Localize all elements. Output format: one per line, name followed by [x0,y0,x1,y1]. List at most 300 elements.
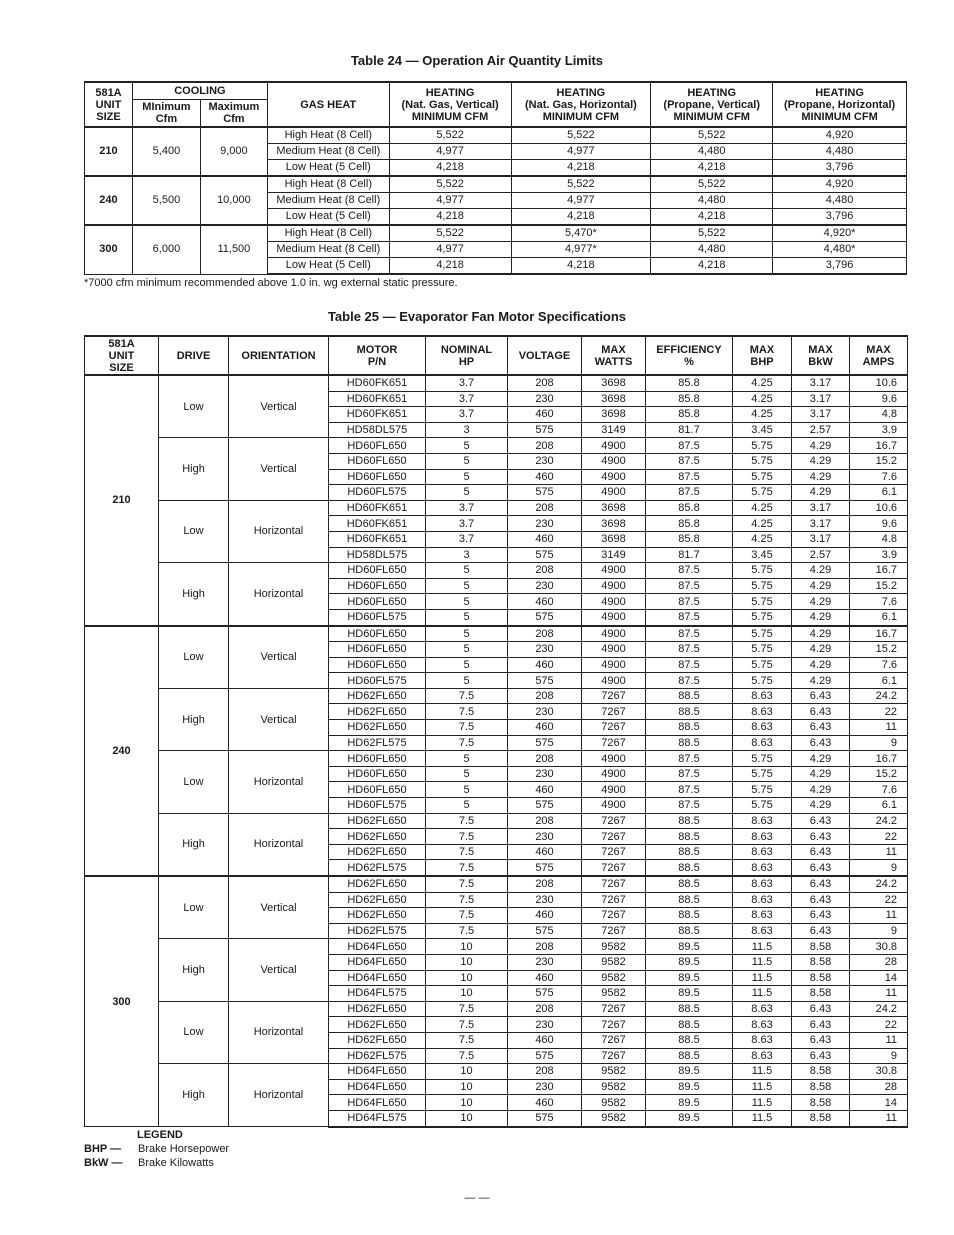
header-heating: HEATING (Nat. Gas, Horizontal) MINIMUM CFM [511,82,651,127]
max-watts-cell: 9582 [582,939,646,955]
motor-pn-cell: HD64FL650 [329,954,426,970]
voltage-cell: 208 [508,813,582,829]
efficiency-cell: 87.5 [646,594,733,610]
voltage-cell: 575 [508,547,582,563]
max-cfm-cell: 10,000 [200,176,267,225]
nominal-hp-cell: 10 [426,954,508,970]
max-watts-cell: 7267 [582,1001,646,1017]
header-row [85,82,907,100]
motor-pn-cell: HD62FL575 [329,923,426,939]
motor-pn-cell: HD60FL650 [329,782,426,798]
heating-cfm-cell: 5,522 [389,176,511,193]
voltage-cell: 460 [508,1032,582,1048]
max-amps-cell: 11 [850,844,908,860]
heating-cfm-cell: 5,522 [511,176,651,193]
max-bkw-cell: 8.58 [792,986,850,1002]
nominal-hp-cell: 10 [426,939,508,955]
motor-pn-cell: HD60FL650 [329,563,426,579]
max-amps-cell: 24.2 [850,688,908,704]
max-watts-cell: 7267 [582,735,646,751]
drive-cell: High [159,939,229,1001]
efficiency-cell: 88.5 [646,813,733,829]
nominal-hp-cell: 5 [426,594,508,610]
motor-pn-cell: HD58DL575 [329,422,426,438]
efficiency-cell: 88.5 [646,720,733,736]
gas-heat-cell: Medium Heat (8 Cell) [267,193,389,209]
voltage-cell: 460 [508,908,582,924]
efficiency-cell: 88.5 [646,908,733,924]
max-bkw-cell: 4.29 [792,609,850,625]
efficiency-cell: 88.5 [646,923,733,939]
voltage-cell: 230 [508,453,582,469]
max-bhp-cell: 8.63 [733,813,792,829]
max-bkw-cell: 6.43 [792,1001,850,1017]
motor-pn-cell: HD60FL650 [329,578,426,594]
header-gas-heat: GAS HEAT [267,82,389,127]
max-bkw-cell: 4.29 [792,766,850,782]
drive-cell: Low [159,500,229,562]
unit-size-cell: 240 [85,176,133,225]
max-amps-cell: 9.6 [850,391,908,407]
max-bkw-cell: 3.17 [792,391,850,407]
unit-size-cell: 300 [85,225,133,274]
max-watts-cell: 7267 [582,829,646,845]
max-watts-cell: 3698 [582,391,646,407]
table-row [85,375,908,391]
max-bkw-cell: 4.29 [792,751,850,767]
max-bhp-cell: 8.63 [733,876,792,892]
motor-pn-cell: HD60FL650 [329,642,426,658]
max-amps-cell: 15.2 [850,642,908,658]
max-watts-cell: 7267 [582,923,646,939]
gas-heat-cell: High Heat (8 Cell) [267,127,389,144]
motor-pn-cell: HD62FL650 [329,1001,426,1017]
max-amps-cell: 24.2 [850,1001,908,1017]
max-bkw-cell: 3.17 [792,516,850,532]
efficiency-cell: 87.5 [646,609,733,625]
heating-cfm-cell: 4,977 [389,193,511,209]
heating-cfm-cell: 4,218 [389,209,511,226]
orientation-cell: Horizontal [229,751,329,813]
heating-cfm-cell: 4,218 [389,160,511,177]
max-bhp-cell: 4.25 [733,407,792,423]
legend-key: BkW — [84,1157,123,1169]
max-bhp-cell: 8.63 [733,1032,792,1048]
max-bhp-cell: 5.75 [733,563,792,579]
voltage-cell: 230 [508,516,582,532]
max-bkw-cell: 8.58 [792,970,850,986]
max-bkw-cell: 2.57 [792,422,850,438]
motor-pn-cell: HD60FK651 [329,391,426,407]
efficiency-cell: 89.5 [646,1079,733,1095]
max-watts-cell: 3698 [582,407,646,423]
efficiency-cell: 85.8 [646,375,733,391]
orientation-cell: Horizontal [229,1064,329,1127]
heating-cfm-cell: 4,218 [511,160,651,177]
table-row [85,438,908,454]
efficiency-cell: 88.5 [646,735,733,751]
nominal-hp-cell: 10 [426,1064,508,1080]
motor-pn-cell: HD60FK651 [329,407,426,423]
motor-pn-cell: HD64FL650 [329,970,426,986]
motor-pn-cell: HD60FK651 [329,516,426,532]
header-heating: HEATING (Nat. Gas, Vertical) MINIMUM CFM [389,82,511,127]
max-bhp-cell: 8.63 [733,844,792,860]
nominal-hp-cell: 5 [426,578,508,594]
efficiency-cell: 87.5 [646,626,733,642]
max-bhp-cell: 11.5 [733,1079,792,1095]
orientation-cell: Vertical [229,375,329,438]
max-bkw-cell: 4.29 [792,594,850,610]
header-max-bkw: MAX BkW [792,336,850,375]
heating-cfm-cell: 3,796 [773,258,907,275]
max-watts-cell: 4900 [582,609,646,625]
nominal-hp-cell: 5 [426,642,508,658]
table-row [85,225,907,242]
efficiency-cell: 88.5 [646,860,733,876]
efficiency-cell: 89.5 [646,986,733,1002]
heating-cfm-cell: 4,977 [511,193,651,209]
max-watts-cell: 4900 [582,751,646,767]
max-bhp-cell: 5.75 [733,438,792,454]
voltage-cell: 208 [508,1064,582,1080]
heating-cfm-cell: 4,977 [389,144,511,160]
max-amps-cell: 11 [850,986,908,1002]
max-bhp-cell: 8.63 [733,1048,792,1064]
max-watts-cell: 9582 [582,1110,646,1126]
motor-pn-cell: HD62FL650 [329,688,426,704]
motor-pn-cell: HD64FL650 [329,1064,426,1080]
max-watts-cell: 7267 [582,1032,646,1048]
max-bkw-cell: 4.29 [792,782,850,798]
nominal-hp-cell: 5 [426,782,508,798]
nominal-hp-cell: 7.5 [426,1048,508,1064]
voltage-cell: 208 [508,688,582,704]
motor-pn-cell: HD64FL650 [329,939,426,955]
efficiency-cell: 89.5 [646,1064,733,1080]
max-watts-cell: 9582 [582,986,646,1002]
drive-cell: High [159,1064,229,1127]
orientation-cell: Horizontal [229,1001,329,1063]
max-bhp-cell: 4.25 [733,391,792,407]
nominal-hp-cell: 7.5 [426,735,508,751]
max-bkw-cell: 4.29 [792,563,850,579]
heating-cfm-cell: 5,522 [511,127,651,144]
max-amps-cell: 16.7 [850,751,908,767]
max-watts-cell: 4900 [582,563,646,579]
table-row [85,813,908,829]
nominal-hp-cell: 5 [426,485,508,501]
max-amps-cell: 11 [850,1110,908,1126]
max-bkw-cell: 8.58 [792,1110,850,1126]
max-cfm-cell: 9,000 [200,127,267,176]
max-bhp-cell: 5.75 [733,642,792,658]
voltage-cell: 230 [508,391,582,407]
max-bkw-cell: 6.43 [792,923,850,939]
max-amps-cell: 11 [850,720,908,736]
table-row [85,939,908,955]
voltage-cell: 460 [508,720,582,736]
motor-pn-cell: HD64FL575 [329,1110,426,1126]
max-bhp-cell: 8.63 [733,908,792,924]
efficiency-cell: 88.5 [646,1048,733,1064]
max-amps-cell: 14 [850,970,908,986]
max-bkw-cell: 4.29 [792,642,850,658]
max-amps-cell: 22 [850,892,908,908]
nominal-hp-cell: 3.7 [426,500,508,516]
unit-size-cell: 210 [85,375,159,626]
efficiency-cell: 81.7 [646,422,733,438]
voltage-cell: 575 [508,673,582,689]
max-bhp-cell: 5.75 [733,782,792,798]
motor-pn-cell: HD62FL650 [329,892,426,908]
heating-cfm-cell: 5,470* [511,225,651,242]
voltage-cell: 460 [508,782,582,798]
max-amps-cell: 3.9 [850,422,908,438]
voltage-cell: 230 [508,954,582,970]
max-amps-cell: 9 [850,735,908,751]
motor-pn-cell: HD62FL650 [329,1017,426,1033]
max-bkw-cell: 8.58 [792,1079,850,1095]
max-bhp-cell: 5.75 [733,609,792,625]
max-watts-cell: 4900 [582,469,646,485]
nominal-hp-cell: 10 [426,1095,508,1111]
max-bhp-cell: 5.75 [733,657,792,673]
orientation-cell: Vertical [229,626,329,689]
max-amps-cell: 6.1 [850,673,908,689]
voltage-cell: 230 [508,1017,582,1033]
max-watts-cell: 3149 [582,422,646,438]
max-bhp-cell: 11.5 [733,1064,792,1080]
heating-cfm-cell: 5,522 [651,176,773,193]
heating-cfm-cell: 5,522 [651,127,773,144]
voltage-cell: 230 [508,766,582,782]
max-amps-cell: 4.8 [850,407,908,423]
heating-cfm-cell: 4,480 [773,193,907,209]
efficiency-cell: 85.8 [646,531,733,547]
max-bkw-cell: 2.57 [792,547,850,563]
max-watts-cell: 4900 [582,626,646,642]
heating-cfm-cell: 4,977* [511,242,651,258]
max-amps-cell: 24.2 [850,813,908,829]
nominal-hp-cell: 10 [426,970,508,986]
max-watts-cell: 7267 [582,908,646,924]
nominal-hp-cell: 7.5 [426,892,508,908]
max-bkw-cell: 3.17 [792,375,850,391]
max-amps-cell: 10.6 [850,500,908,516]
max-amps-cell: 15.2 [850,578,908,594]
voltage-cell: 230 [508,892,582,908]
max-bhp-cell: 8.63 [733,688,792,704]
efficiency-cell: 87.5 [646,485,733,501]
max-amps-cell: 9.6 [850,516,908,532]
max-amps-cell: 4.8 [850,531,908,547]
nominal-hp-cell: 7.5 [426,923,508,939]
motor-pn-cell: HD62FL650 [329,704,426,720]
voltage-cell: 575 [508,1110,582,1126]
efficiency-cell: 88.5 [646,704,733,720]
voltage-cell: 575 [508,609,582,625]
nominal-hp-cell: 10 [426,1079,508,1095]
voltage-cell: 460 [508,594,582,610]
max-bkw-cell: 4.29 [792,657,850,673]
gas-heat-cell: Medium Heat (8 Cell) [267,144,389,160]
max-bhp-cell: 3.45 [733,422,792,438]
max-bhp-cell: 4.25 [733,375,792,391]
max-watts-cell: 3698 [582,516,646,532]
max-watts-cell: 4900 [582,642,646,658]
orientation-cell: Horizontal [229,500,329,562]
max-watts-cell: 4900 [582,453,646,469]
motor-pn-cell: HD58DL575 [329,547,426,563]
nominal-hp-cell: 7.5 [426,1017,508,1033]
heating-cfm-cell: 4,480* [773,242,907,258]
efficiency-cell: 89.5 [646,970,733,986]
max-amps-cell: 3.9 [850,547,908,563]
voltage-cell: 460 [508,531,582,547]
max-watts-cell: 4900 [582,594,646,610]
nominal-hp-cell: 5 [426,657,508,673]
efficiency-cell: 88.5 [646,1001,733,1017]
max-watts-cell: 4900 [582,485,646,501]
motor-pn-cell: HD60FK651 [329,375,426,391]
nominal-hp-cell: 3 [426,422,508,438]
efficiency-cell: 81.7 [646,547,733,563]
max-bkw-cell: 6.43 [792,876,850,892]
efficiency-cell: 87.5 [646,563,733,579]
nominal-hp-cell: 3.7 [426,531,508,547]
max-amps-cell: 30.8 [850,1064,908,1080]
max-watts-cell: 7267 [582,892,646,908]
drive-cell: High [159,688,229,750]
max-bhp-cell: 5.75 [733,594,792,610]
voltage-cell: 460 [508,844,582,860]
nominal-hp-cell: 3.7 [426,516,508,532]
heating-cfm-cell: 5,522 [389,225,511,242]
gas-heat-cell: Low Heat (5 Cell) [267,258,389,275]
max-bhp-cell: 8.63 [733,720,792,736]
max-bhp-cell: 5.75 [733,673,792,689]
motor-pn-cell: HD60FL650 [329,751,426,767]
voltage-cell: 575 [508,798,582,814]
voltage-cell: 208 [508,1001,582,1017]
max-amps-cell: 28 [850,1079,908,1095]
nominal-hp-cell: 7.5 [426,829,508,845]
max-watts-cell: 4900 [582,673,646,689]
gas-heat-cell: Low Heat (5 Cell) [267,160,389,177]
voltage-cell: 208 [508,375,582,391]
max-amps-cell: 28 [850,954,908,970]
header-motor-pn: MOTOR P/N [329,336,426,375]
max-watts-cell: 3149 [582,547,646,563]
efficiency-cell: 88.5 [646,1017,733,1033]
max-amps-cell: 11 [850,908,908,924]
heating-cfm-cell: 4,977 [389,242,511,258]
max-amps-cell: 9 [850,860,908,876]
nominal-hp-cell: 5 [426,751,508,767]
table-row [85,1064,908,1080]
gas-heat-cell: Low Heat (5 Cell) [267,209,389,226]
max-bhp-cell: 4.25 [733,500,792,516]
motor-pn-cell: HD62FL650 [329,1032,426,1048]
legend-item [84,1156,229,1170]
max-bhp-cell: 11.5 [733,1110,792,1126]
motor-pn-cell: HD62FL575 [329,735,426,751]
max-amps-cell: 15.2 [850,453,908,469]
voltage-cell: 208 [508,563,582,579]
max-amps-cell: 7.6 [850,469,908,485]
legend-value: Brake Horsepower [138,1143,230,1155]
heating-cfm-cell: 3,796 [773,160,907,177]
max-bkw-cell: 6.43 [792,735,850,751]
max-amps-cell: 10.6 [850,375,908,391]
max-amps-cell: 30.8 [850,939,908,955]
nominal-hp-cell: 7.5 [426,720,508,736]
max-bhp-cell: 8.63 [733,1001,792,1017]
max-watts-cell: 7267 [582,1017,646,1033]
max-amps-cell: 7.6 [850,782,908,798]
max-bkw-cell: 6.43 [792,844,850,860]
max-bhp-cell: 4.25 [733,516,792,532]
nominal-hp-cell: 7.5 [426,876,508,892]
max-bhp-cell: 11.5 [733,970,792,986]
efficiency-cell: 88.5 [646,892,733,908]
max-amps-cell: 22 [850,829,908,845]
max-watts-cell: 7267 [582,876,646,892]
efficiency-cell: 89.5 [646,939,733,955]
max-watts-cell: 7267 [582,1048,646,1064]
max-bkw-cell: 6.43 [792,1017,850,1033]
efficiency-cell: 89.5 [646,1095,733,1111]
motor-pn-cell: HD62FL650 [329,829,426,845]
table-row [85,563,908,579]
motor-pn-cell: HD62FL575 [329,1048,426,1064]
heating-cfm-cell: 4,920 [773,127,907,144]
motor-pn-cell: HD62FL650 [329,876,426,892]
max-bkw-cell: 8.58 [792,954,850,970]
orientation-cell: Horizontal [229,563,329,626]
max-amps-cell: 24.2 [850,876,908,892]
header-drive: DRIVE [159,336,229,375]
motor-pn-cell: HD62FL575 [329,860,426,876]
heating-cfm-cell: 5,522 [389,127,511,144]
table-row [85,876,908,892]
motor-pn-cell: HD60FL650 [329,438,426,454]
max-bhp-cell: 11.5 [733,939,792,955]
max-bhp-cell: 11.5 [733,1095,792,1111]
header-voltage: VOLTAGE [508,336,582,375]
table-row [85,176,907,193]
voltage-cell: 230 [508,704,582,720]
unit-size-cell: 240 [85,626,159,877]
efficiency-cell: 87.5 [646,469,733,485]
efficiency-cell: 87.5 [646,578,733,594]
motor-pn-cell: HD60FL650 [329,626,426,642]
max-bhp-cell: 11.5 [733,986,792,1002]
max-bhp-cell: 8.63 [733,923,792,939]
max-bkw-cell: 6.43 [792,720,850,736]
legend [84,1128,229,1170]
max-amps-cell: 6.1 [850,798,908,814]
max-watts-cell: 7267 [582,860,646,876]
heating-cfm-cell: 5,522 [651,225,773,242]
min-cfm-cell: 5,400 [132,127,200,176]
efficiency-cell: 87.5 [646,453,733,469]
efficiency-cell: 87.5 [646,673,733,689]
max-bhp-cell: 8.63 [733,860,792,876]
min-cfm-cell: 5,500 [132,176,200,225]
max-watts-cell: 4900 [582,782,646,798]
